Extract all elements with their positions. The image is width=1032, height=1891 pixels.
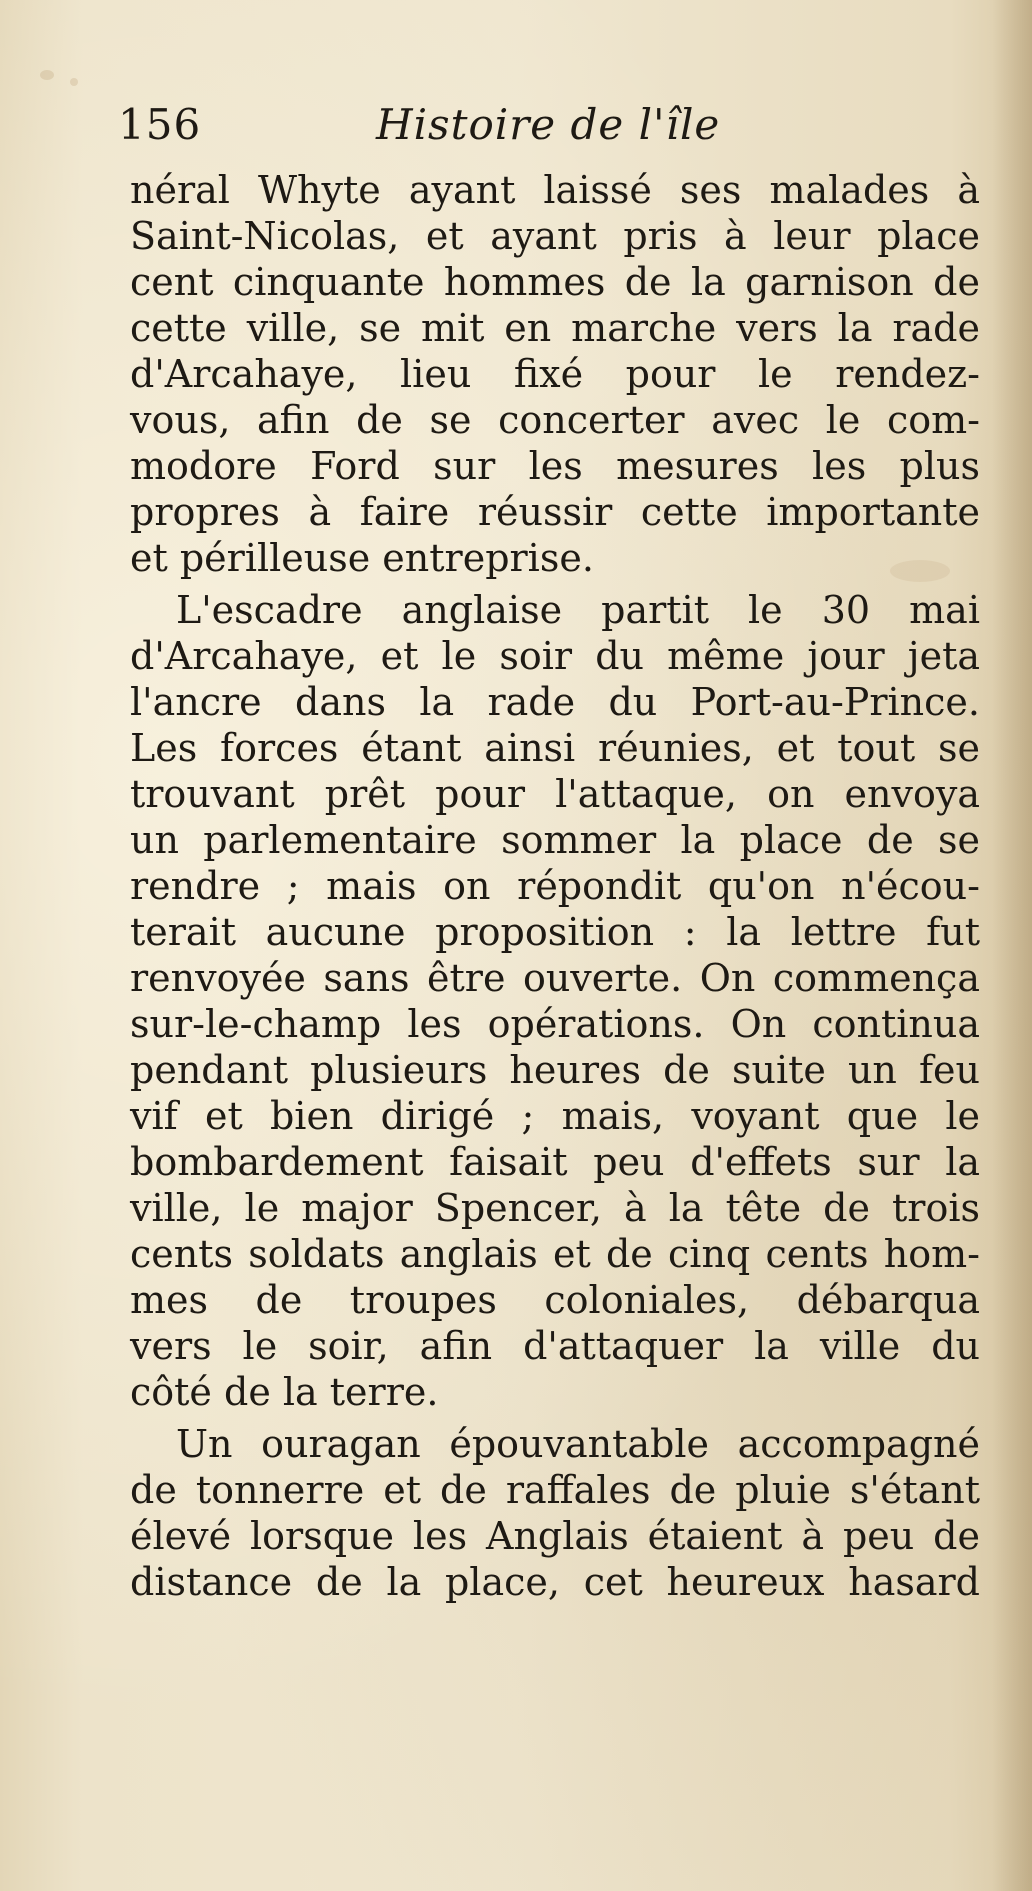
text-line: vers le soir, afin d'attaquer la ville du: [130, 1324, 980, 1368]
text-line: mes de troupes coloniales, débarqua: [130, 1278, 980, 1322]
paper-stain: [70, 78, 78, 86]
text-line: sur-le-champ les opérations. On continua: [130, 1002, 980, 1046]
text-line: cents soldats anglais et de cinq cents hom-: [130, 1232, 980, 1276]
text-line: trouvant prêt pour l'attaque, on envoya: [130, 772, 980, 816]
text-line: cent cinquante hommes de la garnison de: [130, 260, 980, 304]
text-line: Un ouragan épouvantable accompagné: [176, 1422, 980, 1466]
text-line: cette ville, se mit en marche vers la rade: [130, 306, 980, 350]
text-line: renvoyée sans être ouverte. On commença: [130, 956, 980, 1000]
text-line: rendre ; mais on répondit qu'on n'écou-: [130, 864, 980, 908]
paragraph: [130, 587, 980, 1415]
text-line: vous, afin de se concerter avec le com-: [130, 398, 980, 442]
text-line: propres à faire réussir cette importante: [130, 490, 980, 534]
text-line: ville, le major Spencer, à la tête de trois: [130, 1186, 980, 1230]
paragraph: [130, 1421, 980, 1605]
text-line: terait aucune proposition : la lettre fut: [130, 910, 980, 954]
text-line: de tonnerre et de raffales de pluie s'étant: [130, 1468, 980, 1512]
text-line: néral Whyte ayant laissé ses malades à: [130, 168, 980, 212]
page-number: 156: [118, 100, 202, 149]
text-line: Saint-Nicolas, et ayant pris à leur place: [130, 214, 980, 258]
text-line: d'Arcahaye, et le soir du même jour jeta: [130, 634, 980, 678]
text-line: Les forces étant ainsi réunies, et tout se: [130, 726, 980, 770]
text-line: bombardement faisait peu d'effets sur la: [130, 1140, 980, 1184]
text-line: distance de la place, cet heureux hasard: [130, 1560, 980, 1604]
text-line: pendant plusieurs heures de suite un feu: [130, 1048, 980, 1092]
paragraph: [130, 167, 980, 581]
body-text: [130, 167, 980, 1605]
text-line: L'escadre anglaise partit le 30 mai: [176, 588, 980, 632]
running-title: Histoire de l'île: [376, 100, 721, 149]
page-header: [118, 100, 978, 164]
text-line: et périlleuse entreprise.: [130, 536, 594, 580]
paper-stain: [40, 70, 54, 80]
text-line: un parlementaire sommer la place de se: [130, 818, 980, 862]
text-line: côté de la terre.: [130, 1370, 439, 1414]
text-line: d'Arcahaye, lieu fixé pour le rendez-: [130, 352, 980, 396]
text-line: élevé lorsque les Anglais étaient à peu de: [130, 1514, 980, 1558]
text-line: vif et bien dirigé ; mais, voyant que le: [130, 1094, 980, 1138]
text-line: l'ancre dans la rade du Port-au-Prince.: [130, 680, 980, 724]
page-edge-shadow: [992, 0, 1032, 1891]
text-line: modore Ford sur les mesures les plus: [130, 444, 980, 488]
